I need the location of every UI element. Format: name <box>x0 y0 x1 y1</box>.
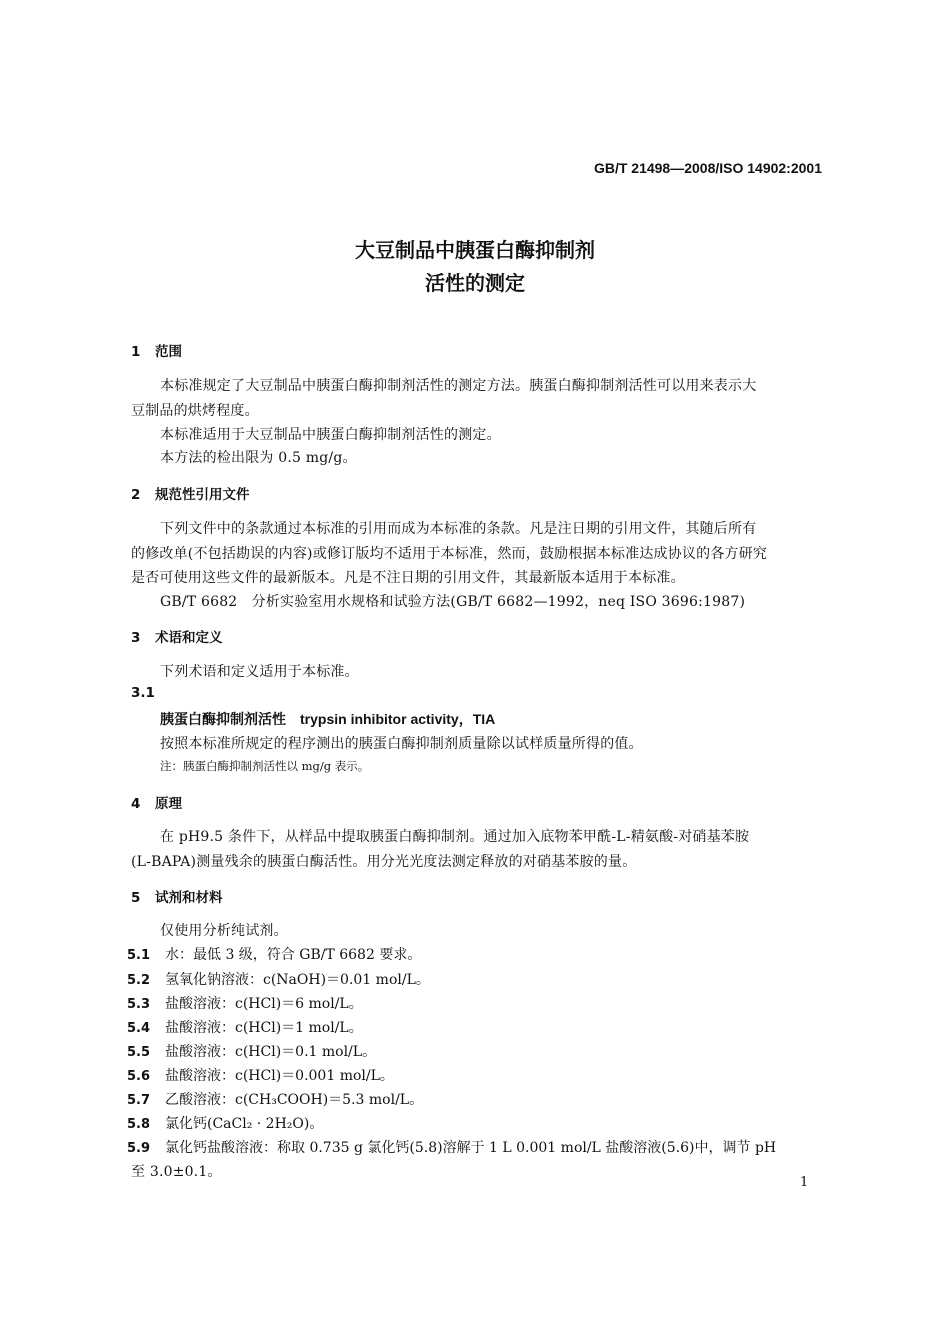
term-note: 注：胰蛋白酶抑制剂活性以 mg/g 表示。 <box>160 759 370 773</box>
item-text: 盐酸溶液：c(HCl)＝6 mol/L。 <box>165 996 363 1012</box>
item-number: 5.4 <box>127 1021 151 1036</box>
item-text: 盐酸溶液：c(HCl)＝0.001 mol/L。 <box>165 1068 394 1084</box>
reagent-item <box>127 944 421 964</box>
item-number: 5.2 <box>127 973 151 988</box>
item-number: 5.9 <box>127 1141 151 1156</box>
section-title: 范围 <box>155 344 182 360</box>
paragraph-line: 的修改单(不包括勘误的内容)或修订版均不适用于本标准，然而，鼓励根据本标准达成协议的各方研究 <box>131 546 768 562</box>
section-number: 5 <box>131 890 141 906</box>
item-text: 氢氧化钠溶液：c(NaOH)＝0.01 mol/L。 <box>165 972 430 988</box>
item-number: 5.7 <box>127 1093 151 1108</box>
document-title-line-1: 大豆制品中胰蛋白酶抑制剂 <box>355 238 595 262</box>
page-number: 1 <box>800 1175 809 1190</box>
reagent-item <box>127 969 430 989</box>
term-chinese: 胰蛋白酶抑制剂活性 <box>160 712 286 728</box>
section-number: 1 <box>131 344 141 360</box>
item-number: 5.1 <box>127 948 151 963</box>
item-text: 水：最低 3 级，符合 GB/T 6682 要求。 <box>165 947 422 963</box>
reagent-item-continuation: 至 3.0±0.1。 <box>131 1164 222 1180</box>
paragraph-line: 是否可使用这些文件的最新版本。凡是不注日期的引用文件，其最新版本适用于本标准。 <box>131 570 685 586</box>
document-title-line-2: 活性的测定 <box>425 271 525 295</box>
item-text: 氯化钙盐酸溶液：称取 0.735 g 氯化钙(5.8)溶解于 1 L 0.001 mol/L 盐酸溶液(5.6)中，调节 pH <box>165 1140 777 1156</box>
reagent-item <box>127 1065 394 1085</box>
paragraph-line: 下列术语和定义适用于本标准。 <box>160 664 359 680</box>
item-number: 5.8 <box>127 1117 151 1132</box>
reagent-item <box>127 1137 776 1157</box>
standard-code: GB/T 21498—2008/ISO 14902:2001 <box>593 160 822 176</box>
section-4-heading <box>131 792 182 812</box>
reagent-item <box>127 1041 376 1061</box>
reagent-item <box>127 1089 423 1109</box>
item-text: 盐酸溶液：c(HCl)＝1 mol/L。 <box>165 1020 363 1036</box>
paragraph-line: 豆制品的烘烤程度。 <box>131 403 259 419</box>
item-text: 乙酸溶液：c(CH₃COOH)＝5.3 mol/L。 <box>165 1092 424 1108</box>
item-number: 5.3 <box>127 997 151 1012</box>
paragraph-line: 仅使用分析纯试剂。 <box>160 923 288 939</box>
normative-reference: GB/T 6682 分析实验室用水规格和试验方法(GB/T 6682—1992，neq ISO 3696:1987) <box>160 594 746 610</box>
reagent-item <box>127 1113 323 1133</box>
section-title: 试剂和材料 <box>155 890 223 906</box>
term-english: trypsin inhibitor activity，TIA <box>300 711 496 727</box>
section-number: 2 <box>131 487 141 503</box>
section-title: 术语和定义 <box>155 630 223 646</box>
item-text: 氯化钙(CaCl₂ · 2H₂O)。 <box>165 1116 324 1132</box>
term-definition: 按照本标准所规定的程序测出的胰蛋白酶抑制剂质量除以试样质量所得的值。 <box>160 736 643 752</box>
paragraph-line: 本方法的检出限为 0.5 mg/g。 <box>160 450 357 466</box>
item-text: 盐酸溶液：c(HCl)＝0.1 mol/L。 <box>165 1044 377 1060</box>
section-3-heading <box>131 626 223 646</box>
section-number: 4 <box>131 796 141 812</box>
item-number: 5.6 <box>127 1069 151 1084</box>
paragraph-line: 下列文件中的条款通过本标准的引用而成为本标准的条款。凡是注日期的引用文件，其随后所有 <box>160 521 757 537</box>
section-title: 原理 <box>155 796 182 812</box>
item-number: 5.5 <box>127 1045 151 1060</box>
section-number: 3 <box>131 630 141 646</box>
term-entry <box>160 709 495 729</box>
section-2-heading <box>131 483 250 503</box>
reagent-item <box>127 1017 363 1037</box>
paragraph-line: 本标准规定了大豆制品中胰蛋白酶抑制剂活性的测定方法。胰蛋白酶抑制剂活性可以用来表示大 <box>160 378 757 394</box>
section-5-heading <box>131 886 223 906</box>
reagent-item <box>127 993 363 1013</box>
paragraph-line: 在 pH9.5 条件下，从样品中提取胰蛋白酶抑制剂。通过加入底物苯甲酰-L-精氨酸-对硝基苯胺 <box>160 829 750 845</box>
paragraph-line: (L-BAPA)测量残余的胰蛋白酶活性。用分光光度法测定释放的对硝基苯胺的量。 <box>131 854 637 870</box>
subsection-number: 3.1 <box>131 685 155 701</box>
section-title: 规范性引用文件 <box>155 487 250 503</box>
paragraph-line: 本标准适用于大豆制品中胰蛋白酶抑制剂活性的测定。 <box>160 427 501 443</box>
section-1-heading <box>131 340 182 360</box>
